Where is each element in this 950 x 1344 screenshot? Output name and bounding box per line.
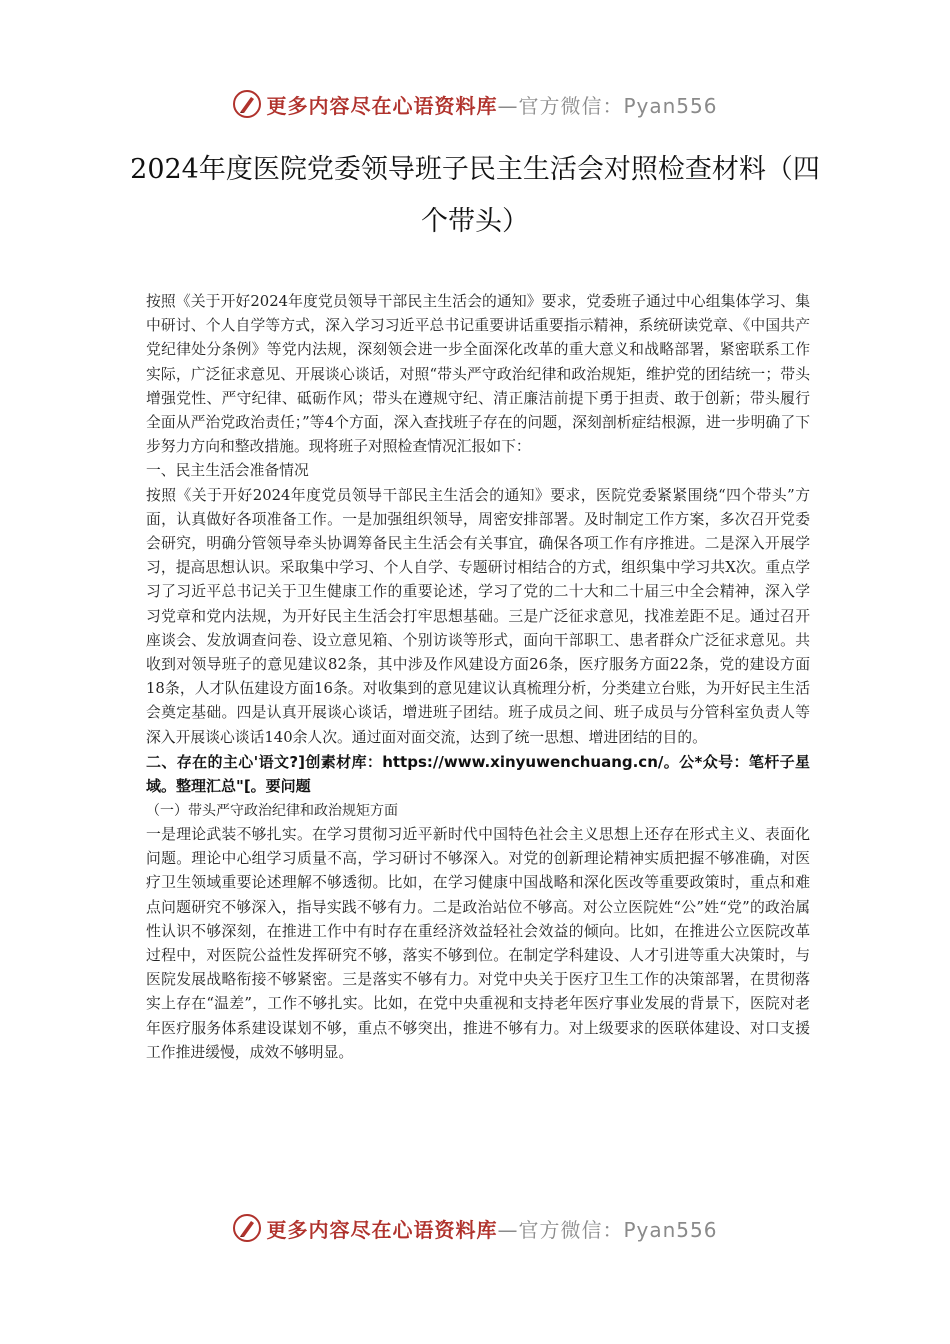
intro-paragraph: 按照《关于开好2024年度党员领导干部民主生活会的通知》要求，党委班子通过中心组集体学习、集中研讨、个人自学等方式，深入学习习近平总书记重要讲话重要指示精神，系统研读党章、《中国共产党纪律处分条例》等党内法规，深刻领会进一步全面深化改革的重大意义和战略部署，紧密联系工作实际，广泛征求意见、开展谈心谈话，对照“带头严守政治纪律和政治规矩，维护党的团结统一；带头增强党性、严守纪律、砥砺作风；带头在遵规守纪、清正廉洁前提下勇于担责、敢于创新；带头履行全面从严治党政治责任；”等4个方面，深入查找班子存在的问题，深刻剖析症结根源，进一步明确了下步努力方向和整改措施。现将班子对照检查情况汇报如下： [146,293,810,456]
watermark-banner-top [0,84,950,124]
section-heading-preparation: 一、民主生活会准备情况 [146,462,309,480]
pen-logo-icon [232,89,262,119]
watermark-banner-bottom [0,1208,950,1248]
section-heading-problems: 二、存在的主心'语文?]创素材库：https://www.xinyuwenchuang.cn/。公*众号：笔杆子星域。整理汇总"[。要问题 [146,752,810,796]
document-title: 2024年度医院党委领导班子民主生活会对照检查材料（四个带头） [130,154,820,237]
watermark-contact: —官方微信：Pyan556 [497,1217,718,1242]
watermark-text [266,90,717,119]
pen-logo-icon [232,1213,262,1243]
watermark-brand: 更多内容尽在心语资料库 [266,93,498,118]
watermark-contact: —官方微信：Pyan556 [497,93,718,118]
preparation-paragraph: 按照《关于开好2024年度党员领导干部民主生活会的通知》要求，医院党委紧紧围绕“四个带头”方面，认真做好各项准备工作。一是加强组织领导，周密安排部署。及时制定工作方案，多次召开党委会研究，明确分管领导牵头协调筹备民主生活会有关事宜，确保各项工作有序推进。二是深入开展学习，提高思想认识。采取集中学习、个人自学、专题研讨相结合的方式，组织集中学习共X次。重点学习了习近平总书记关于卫生健康工作的重要论述，学习了党的二十大和二十届三中全会精神，深入学习党章和党内法规，为开好民主生活会打牢思想基础。三是广泛征求意见，找准差距不足。通过召开座谈会、发放调查问卷、设立意见箱、个别访谈等形式，面向干部职工、患者群众广泛征求意见。共收到对领导班子的意见建议82条，其中涉及作风建设方面26条，医疗服务方面22条，党的建设方面18条，人才队伍建设方面16条。对收集到的意见建议认真梳理分析，分类建立台账，为开好民主生活会奠定基础。四是认真开展谈心谈话，增进班子团结。班子成员之间、班子成员与分管科室负责人等深入开展谈心谈话140余人次。通过面对面交流，达到了统一思想、增进团结的目的。 [146,486,810,746]
problems-paragraph: 一是理论武装不够扎实。在学习贯彻习近平新时代中国特色社会主义思想上还存在形式主义、表面化问题。理论中心组学习质量不高，学习研讨不够深入。对党的创新理论精神实质把握不够准确，对医疗卫生领域重要论述理解不够透彻。比如，在学习健康中国战略和深化医改等重要政策时，重点和难点问题研究不够深入，指导实践不够有力。二是政治站位不够高。对公立医院姓“公”姓“党”的政治属性认识不够深刻，在推进工作中有时存在重经济效益轻社会效益的倾向。比如，在推进公立医院改革过程中，对医院公益性发挥研究不够，落实不够到位。在制定学科建设、人才引进等重大决策时，与医院发展战略衔接不够紧密。三是落实不够有力。对党中央关于医疗卫生工作的决策部署，在贯彻落实上存在“温差”，工作不够扎实。比如，在党中央重视和支持老年医疗事业发展的背景下，医院对老年医疗服务体系建设谋划不够，重点不够突出，推进不够有力。对上级要求的医联体建设、对口支援工作推进缓慢，成效不够明显。 [146,826,810,1061]
subsection-heading-political-discipline: （一）带头严守政治纪律和政治规矩方面 [146,802,398,819]
watermark-text [266,1214,717,1243]
watermark-brand: 更多内容尽在心语资料库 [266,1217,498,1242]
document-body [146,290,810,1065]
